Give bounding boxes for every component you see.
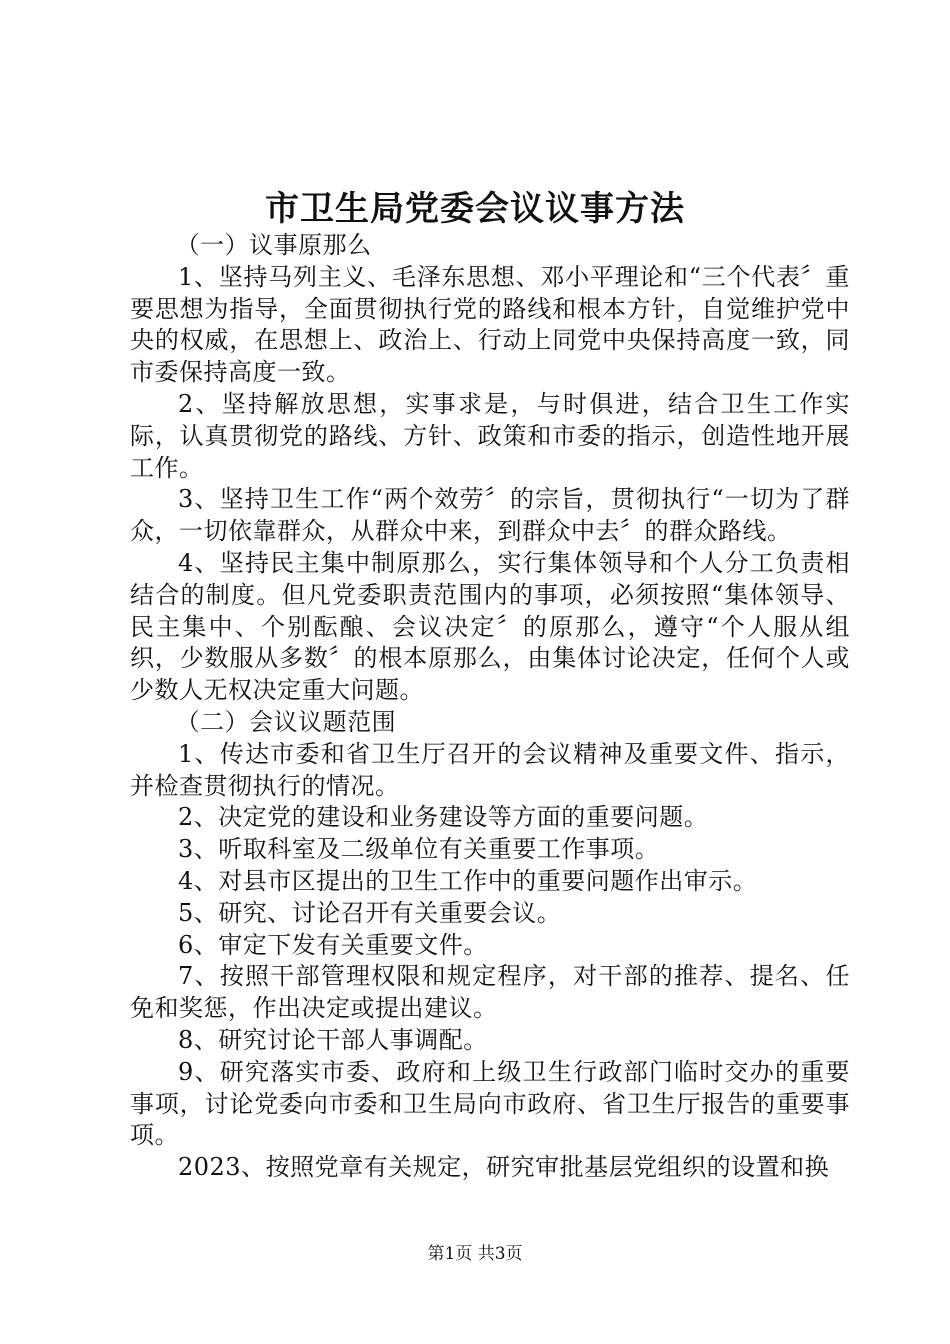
paragraph: 3、听取科室及二级单位有关重要工作事项。 bbox=[178, 835, 660, 864]
section-heading-scope: （二）会议议题范围 bbox=[175, 707, 397, 736]
page-footer: 第1页 共3页 bbox=[427, 1244, 523, 1264]
paragraph: 5、研究、讨论召开有关重要会议。 bbox=[178, 898, 562, 927]
paragraph: 3、坚持卫生工作“两个效劳〞的宗旨，贯彻执行“一切为了群众，一切依靠群众，从群众中来，到群众中去〞的群众路线。 bbox=[130, 485, 850, 546]
section-heading-principles: （一）议事原那么 bbox=[175, 231, 372, 259]
paragraph: 2023、按照党章有关规定，研究审批基层党组织的设置和换 bbox=[178, 1153, 830, 1182]
document-title: 市卫生局党委会议议事方法 bbox=[265, 189, 685, 229]
paragraph: 1、传达市委和省卫生厅召开的会议精神及重要文件、指示，并检查贯彻执行的情况。 bbox=[130, 739, 850, 800]
paragraph: 6、审定下发有关重要文件。 bbox=[178, 930, 488, 959]
paragraph: 8、研究讨论干部人事调配。 bbox=[178, 1025, 488, 1054]
paragraph: 4、对县市区提出的卫生工作中的重要问题作出审示。 bbox=[178, 866, 758, 895]
paragraph: 2、坚持解放思想，实事求是，与时俱进，结合卫生工作实际，认真贯彻党的路线、方针、政策和市委的指示，创造性地开展工作。 bbox=[130, 389, 850, 482]
paragraph: 9、研究落实市委、政府和上级卫生行政部门临时交办的重要事项，讨论党委向市委和卫生局向市政府、省卫生厅报告的重要事项。 bbox=[130, 1057, 850, 1150]
paragraph: 2、决定党的建设和业务建设等方面的重要问题。 bbox=[178, 803, 709, 832]
document-body bbox=[130, 230, 850, 1184]
paragraph: 1、坚持马列主义、毛泽东思想、邓小平理论和“三个代表〞重要思想为指导，全面贯彻执行党的路线和根本方针，自觉维护党中央的权威，在思想上、政治上、行动上同党中央保持高度一致，同市委保持高度一致。 bbox=[130, 262, 850, 387]
paragraph: 4、坚持民主集中制原那么，实行集体领导和个人分工负责相结合的制度。但凡党委职责范围内的事项，必须按照“集体领导、民主集中、个别酝酿、会议决定〞的原那么，遵守“个人服从组织，少数服从多数〞的根本原那么，由集体讨论决定，任何个人或少数人无权决定重大问题。 bbox=[130, 548, 850, 705]
paragraph: 7、按照干部管理权限和规定程序，对干部的推荐、提名、任免和奖惩，作出决定或提出建议。 bbox=[130, 962, 850, 1023]
